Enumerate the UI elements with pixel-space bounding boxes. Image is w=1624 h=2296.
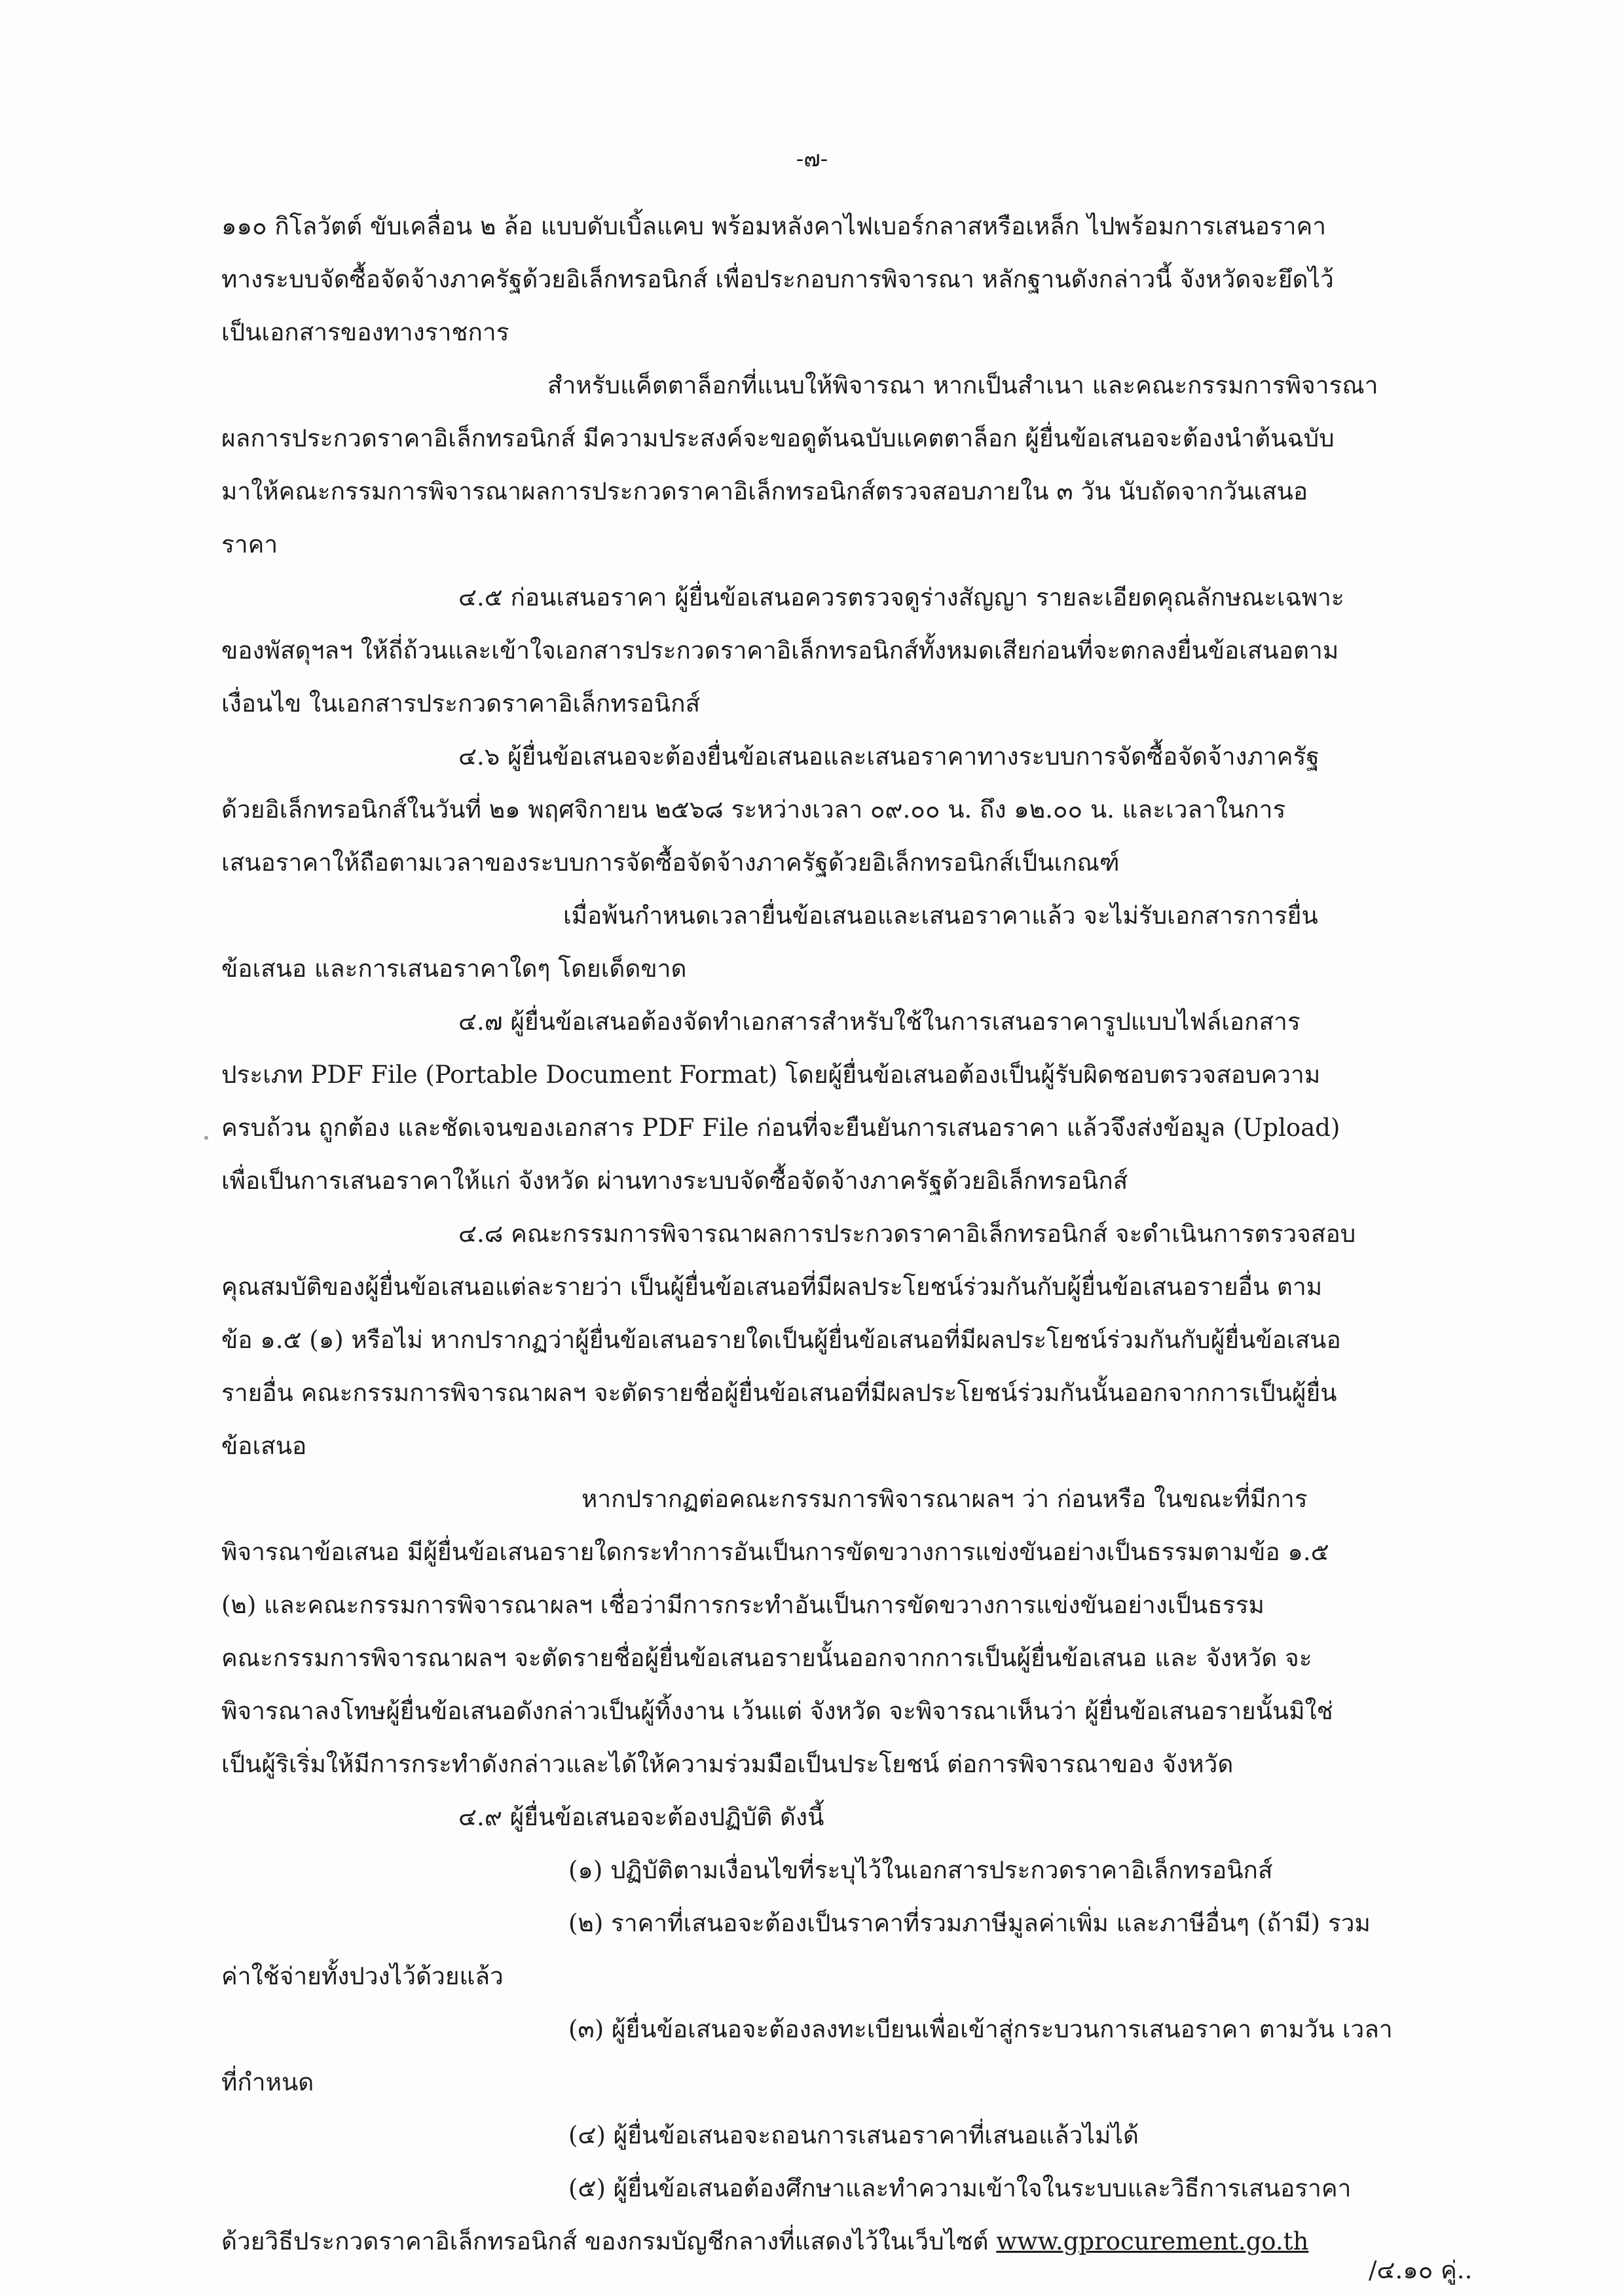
text-line: พิจารณาข้อเสนอ มีผู้ยื่นข้อเสนอรายใดกระทำการอันเป็นการขัดขวางการแข่งขันอย่างเป็นธรรมตามข้อ ๑.๕: [221, 1538, 1329, 1566]
list-item: (๑) ปฏิบัติตามเงื่อนไขที่ระบุไว้ในเอกสารประกวดราคาอิเล็กทรอนิกส์: [568, 1856, 1273, 1884]
list-item: (๔) ผู้ยื่นข้อเสนอจะถอนการเสนอราคาที่เสนอแล้วไม่ได้: [568, 2121, 1139, 2149]
text-line: เพื่อเป็นการเสนอราคาให้แก่ จังหวัด ผ่านทางระบบจัดซื้อจัดจ้างภาครัฐด้วยอิเล็กทรอนิกส์: [221, 1167, 1128, 1195]
scan-speck: [204, 1136, 208, 1140]
text-line: ราคา: [221, 530, 278, 558]
text-line: เสนอราคาให้ถือตามเวลาของระบบการจัดซื้อจัดจ้างภาครัฐด้วยอิเล็กทรอนิกส์เป็นเกณฑ์: [221, 848, 1120, 877]
text-line: มาให้คณะกรรมการพิจารณาผลการประกวดราคาอิเล็กทรอนิกส์ตรวจสอบภายใน ๓ วัน นับถัดจากวันเสนอ: [221, 477, 1308, 505]
text-line: ข้อ ๑.๕ (๑) หรือไม่ หากปรากฏว่าผู้ยื่นข้อเสนอรายใดเป็นผู้ยื่นข้อเสนอที่มีผลประโยชน์ร่วมกันกับผู้ยื่นข้อเสนอ: [221, 1326, 1341, 1354]
list-item: (๕) ผู้ยื่นข้อเสนอต้องศึกษาและทำความเข้าใจในระบบและวิธีการเสนอราคา: [568, 2174, 1352, 2202]
list-item: (๒) ราคาที่เสนอจะต้องเป็นราคาที่รวมภาษีมูลค่าเพิ่ม และภาษีอื่นๆ (ถ้ามี) รวม: [568, 1909, 1371, 1937]
text-line: เมื่อพ้นกำหนดเวลายื่นข้อเสนอและเสนอราคาแล้ว จะไม่รับเอกสารการยื่น: [563, 902, 1318, 930]
text-line: ทางระบบจัดซื้อจัดจ้างภาครัฐด้วยอิเล็กทรอนิกส์ เพื่อประกอบการพิจารณา หลักฐานดังกล่าวนี้ จังหวัดจะยึดไว้: [221, 265, 1334, 293]
text-line: เป็นผู้ริเริ่มให้มีการกระทำดังกล่าวและได้ให้ความร่วมมือเป็นประโยชน์ ต่อการพิจารณาของ จังหวัด: [221, 1750, 1234, 1778]
text-line: พิจารณาลงโทษผู้ยื่นข้อเสนอดังกล่าวเป็นผู้ทิ้งงาน เว้นแต่ จังหวัด จะพิจารณาเห็นว่า ผู้ยื่นข้อเสนอรายนั้นมิใช่: [221, 1697, 1333, 1725]
text-line: สำหรับแค็ตตาล็อกที่แนบให้พิจารณา หากเป็นสำเนา และคณะกรรมการพิจารณา: [547, 371, 1378, 399]
text-line: เป็นเอกสารของทางราชการ: [221, 318, 509, 346]
text-line: ครบถ้วน ถูกต้อง และชัดเจนของเอกสาร PDF File ก่อนที่จะยืนยันการเสนอราคา แล้วจึงส่งข้อมูล (Upload): [221, 1114, 1340, 1142]
website-line: [221, 2223, 1308, 2260]
text-line: ข้อเสนอ และการเสนอราคาใดๆ โดยเด็ดขาด: [221, 955, 687, 983]
section-4-9: ๔.๙ ผู้ยื่นข้อเสนอจะต้องปฏิบัติ ดังนี้: [458, 1803, 824, 1831]
text-line: รายอื่น คณะกรรมการพิจารณาผลฯ จะตัดรายชื่อผู้ยื่นข้อเสนอที่มีผลประโยชน์ร่วมกันนั้นออกจากการเป็นผู้ยื่น: [221, 1379, 1337, 1407]
section-4-7: ๔.๗ ผู้ยื่นข้อเสนอต้องจัดทำเอกสารสำหรับใช้ในการเสนอราคารูปแบบไฟล์เอกสาร: [458, 1008, 1301, 1036]
text-line: ผลการประกวดราคาอิเล็กทรอนิกส์ มีความประสงค์จะขอดูต้นฉบับแคตตาล็อก ผู้ยื่นข้อเสนอจะต้องนำต้นฉบับ: [221, 424, 1335, 452]
text-line: หากปรากฏต่อคณะกรรมการพิจารณาผลฯ ว่า ก่อนหรือ ในขณะที่มีการ: [581, 1485, 1308, 1513]
page-number: -๗-: [796, 146, 828, 172]
text-line: คุณสมบัติของผู้ยื่นข้อเสนอแต่ละรายว่า เป็นผู้ยื่นข้อเสนอที่มีผลประโยชน์ร่วมกันกับผู้ยื่นข้อเสนอรายอื่น ตาม: [221, 1273, 1323, 1301]
text-line: ๑๑๐ กิโลวัตต์ ขับเคลื่อน ๒ ล้อ แบบดับเบิ้ลแคบ พร้อมหลังคาไฟเบอร์กลาสหรือเหล็ก ไปพร้อมการเสนอราคา: [221, 212, 1327, 240]
website-link[interactable]: www.gprocurement.go.th: [996, 2227, 1309, 2255]
text-line: เงื่อนไข ในเอกสารประกวดราคาอิเล็กทรอนิกส์: [221, 689, 701, 718]
list-item: (๓) ผู้ยื่นข้อเสนอจะต้องลงทะเบียนเพื่อเข้าสู่กระบวนการเสนอราคา ตามวัน เวลา: [568, 2015, 1393, 2043]
text-span: ด้วยวิธีประกวดราคาอิเล็กทรอนิกส์ ของกรมบัญชีกลางที่แสดงไว้ในเว็บไซต์: [221, 2227, 989, 2255]
section-4-6: ๔.๖ ผู้ยื่นข้อเสนอจะต้องยื่นข้อเสนอและเสนอราคาทางระบบการจัดซื้อจัดจ้างภาครัฐ: [458, 742, 1320, 771]
section-4-8: ๔.๘ คณะกรรมการพิจารณาผลการประกวดราคาอิเล็กทรอนิกส์ จะดำเนินการตรวจสอบ: [458, 1220, 1356, 1248]
text-line: ที่กำหนด: [221, 2068, 314, 2096]
text-line: ประเภท PDF File (Portable Document Format) โดยผู้ยื่นข้อเสนอต้องเป็นผู้รับผิดชอบตรวจสอบความ: [221, 1061, 1321, 1089]
text-line: ของพัสดุฯลฯ ให้ถี่ถ้วนและเข้าใจเอกสารประกวดราคาอิเล็กทรอนิกส์ทั้งหมดเสียก่อนที่จะตกลงยื่นข้อเสนอตาม: [221, 636, 1339, 665]
text-line: ข้อเสนอ: [221, 1432, 307, 1460]
text-line: ด้วยอิเล็กทรอนิกส์ในวันที่ ๒๑ พฤศจิกายน ๒๕๖๘ ระหว่างเวลา ๐๙.๐๐ น. ถึง ๑๒.๐๐ น. และเวลาในการ: [221, 795, 1286, 824]
text-line: (๒) และคณะกรรมการพิจารณาผลฯ เชื่อว่ามีการกระทำอันเป็นการขัดขวางการแข่งขันอย่างเป็นธรรม: [221, 1591, 1264, 1619]
text-line: ค่าใช้จ่ายทั้งปวงไว้ด้วยแล้ว: [221, 1962, 504, 1990]
text-line: คณะกรรมการพิจารณาผลฯ จะตัดรายชื่อผู้ยื่นข้อเสนอรายนั้นออกจากการเป็นผู้ยื่นข้อเสนอ และ จังหวัด จะ: [221, 1644, 1312, 1672]
section-4-5: ๔.๕ ก่อนเสนอราคา ผู้ยื่นข้อเสนอควรตรวจดูร่างสัญญา รายละเอียดคุณลักษณะเฉพาะ: [458, 583, 1344, 611]
continuation-marker: /๔.๑๐ คู่..: [1369, 2256, 1473, 2284]
